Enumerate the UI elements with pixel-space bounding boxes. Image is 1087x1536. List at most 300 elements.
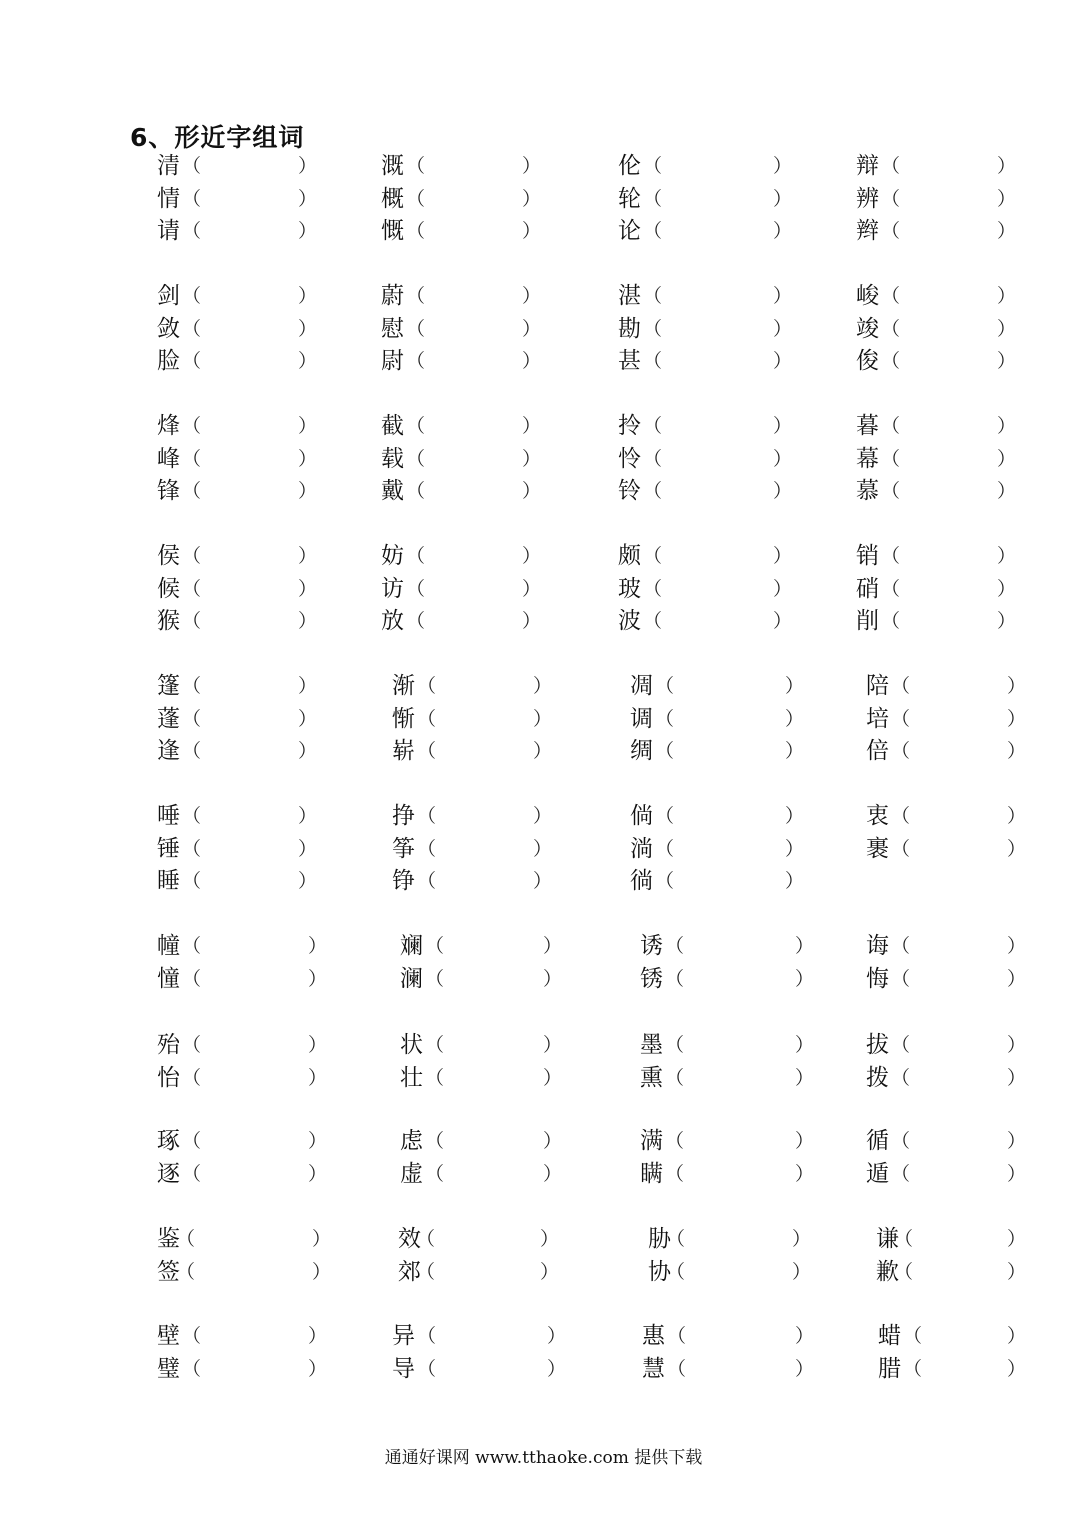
- open-paren: （: [665, 967, 685, 990]
- answer-blank[interactable]: [911, 833, 1015, 865]
- open-paren: （: [666, 1260, 686, 1283]
- answer-blank[interactable]: [202, 573, 306, 605]
- word-item: [157, 540, 326, 572]
- word-item: [400, 963, 571, 995]
- answer-blank[interactable]: [202, 833, 306, 865]
- close-paren: ）: [540, 1228, 560, 1250]
- open-paren: （: [881, 317, 901, 340]
- character: 蓬: [157, 705, 180, 732]
- answer-blank[interactable]: [901, 345, 1005, 377]
- character: 渐: [392, 673, 415, 699]
- character: 慰: [381, 315, 404, 342]
- open-paren: （: [182, 1034, 202, 1056]
- open-paren: （: [406, 610, 426, 632]
- word-item: [618, 443, 801, 475]
- word-item: [618, 215, 801, 247]
- answer-blank[interactable]: [675, 833, 793, 865]
- open-paren: （: [182, 610, 202, 632]
- open-paren: （: [182, 285, 202, 307]
- close-paren: ）: [997, 220, 1017, 242]
- answer-blank[interactable]: [426, 280, 530, 312]
- open-paren: （: [891, 1162, 911, 1185]
- close-paren: ）: [792, 1228, 812, 1250]
- answer-blank[interactable]: [663, 313, 781, 345]
- character: 衷: [866, 803, 889, 829]
- word-item: [157, 443, 326, 475]
- open-paren: （: [182, 740, 202, 762]
- word-item: [866, 735, 1035, 767]
- word-item: [157, 670, 326, 702]
- answer-blank[interactable]: [663, 280, 781, 312]
- open-paren: （: [655, 675, 675, 697]
- character: 概: [381, 185, 404, 212]
- open-paren: （: [182, 350, 202, 372]
- word-item: [381, 475, 550, 507]
- answer-blank[interactable]: [901, 215, 1005, 247]
- answer-blank[interactable]: [901, 443, 1005, 475]
- close-paren: ）: [522, 220, 542, 242]
- answer-blank[interactable]: [686, 1223, 800, 1255]
- character: 侯: [157, 543, 180, 569]
- answer-blank[interactable]: [687, 1353, 803, 1385]
- open-paren: （: [182, 187, 202, 210]
- word-item: [157, 1256, 340, 1288]
- answer-blank[interactable]: [426, 345, 530, 377]
- answer-blank[interactable]: [426, 443, 530, 475]
- character: 壮: [400, 1064, 423, 1091]
- close-paren: ）: [522, 545, 542, 567]
- answer-blank[interactable]: [685, 1062, 803, 1094]
- answer-blank[interactable]: [445, 1029, 551, 1061]
- character: 峰: [157, 445, 180, 472]
- open-paren: （: [417, 675, 437, 697]
- answer-blank[interactable]: [202, 735, 306, 767]
- close-paren: ）: [308, 1066, 328, 1089]
- word-item: [157, 930, 336, 962]
- close-paren: ）: [773, 317, 793, 340]
- word-item: [856, 215, 1025, 247]
- close-paren: ）: [785, 805, 805, 827]
- answer-blank[interactable]: [437, 1353, 555, 1385]
- answer-blank[interactable]: [685, 1158, 803, 1190]
- answer-blank[interactable]: [663, 475, 781, 507]
- answer-blank[interactable]: [426, 313, 530, 345]
- close-paren: ）: [773, 577, 793, 600]
- character: 郊: [398, 1258, 421, 1285]
- close-paren: ）: [1007, 805, 1027, 827]
- open-paren: （: [416, 1228, 436, 1250]
- close-paren: ）: [785, 675, 805, 697]
- answer-blank[interactable]: [436, 1223, 548, 1255]
- answer-blank[interactable]: [202, 1125, 316, 1157]
- open-paren: （: [665, 1162, 685, 1185]
- word-item: [630, 670, 813, 702]
- open-paren: （: [643, 610, 663, 632]
- answer-blank[interactable]: [675, 735, 793, 767]
- character: 辫: [856, 218, 879, 244]
- close-paren: ）: [1007, 1357, 1027, 1380]
- open-paren: （: [655, 740, 675, 762]
- word-item: [866, 963, 1035, 995]
- open-paren: （: [881, 220, 901, 242]
- character: 轮: [618, 185, 641, 212]
- character: 幢: [157, 933, 180, 959]
- answer-blank[interactable]: [426, 475, 530, 507]
- answer-blank[interactable]: [675, 800, 793, 832]
- answer-blank[interactable]: [202, 1353, 316, 1385]
- word-item: [157, 833, 326, 865]
- answer-blank[interactable]: [911, 735, 1015, 767]
- answer-blank[interactable]: [911, 1029, 1015, 1061]
- close-paren: ）: [795, 935, 815, 957]
- close-paren: ）: [785, 740, 805, 762]
- character: 慧: [642, 1355, 665, 1382]
- answer-blank[interactable]: [202, 1320, 316, 1352]
- answer-blank[interactable]: [911, 670, 1015, 702]
- answer-blank[interactable]: [663, 215, 781, 247]
- answer-blank[interactable]: [202, 1029, 316, 1061]
- word-item: [157, 313, 326, 345]
- answer-blank[interactable]: [437, 670, 541, 702]
- answer-blank[interactable]: [923, 1320, 1015, 1352]
- answer-blank[interactable]: [675, 865, 793, 897]
- open-paren: （: [417, 837, 437, 860]
- character: 幕: [856, 445, 879, 472]
- answer-blank[interactable]: [911, 1062, 1015, 1094]
- answer-blank[interactable]: [901, 410, 1005, 442]
- character: 筝: [392, 835, 415, 862]
- answer-blank[interactable]: [675, 703, 793, 735]
- word-item: [381, 443, 550, 475]
- character: 硝: [856, 575, 879, 602]
- answer-blank[interactable]: [426, 150, 530, 182]
- open-paren: （: [406, 317, 426, 340]
- character: 蔚: [381, 283, 404, 309]
- answer-blank[interactable]: [445, 1125, 551, 1157]
- answer-blank[interactable]: [911, 930, 1015, 962]
- close-paren: ）: [308, 935, 328, 957]
- character: 璧: [157, 1355, 180, 1382]
- word-item: [878, 1353, 1035, 1385]
- close-paren: ）: [533, 805, 553, 827]
- answer-blank[interactable]: [685, 963, 803, 995]
- character: 清: [157, 153, 180, 179]
- close-paren: ）: [997, 317, 1017, 340]
- character: 惠: [642, 1323, 665, 1349]
- answer-blank[interactable]: [663, 573, 781, 605]
- answer-blank[interactable]: [445, 930, 551, 962]
- close-paren: ）: [312, 1228, 332, 1250]
- open-paren: （: [665, 1034, 685, 1056]
- open-paren: （: [417, 707, 437, 730]
- open-paren: （: [182, 870, 202, 892]
- close-paren: ）: [522, 350, 542, 372]
- character: 拔: [866, 1032, 889, 1058]
- close-paren: ）: [298, 155, 318, 177]
- answer-blank[interactable]: [437, 1320, 555, 1352]
- open-paren: （: [881, 545, 901, 567]
- close-paren: ）: [785, 837, 805, 860]
- answer-blank[interactable]: [445, 1158, 551, 1190]
- answer-blank[interactable]: [911, 1158, 1015, 1190]
- word-item: [618, 475, 801, 507]
- page-title: 6、形近字组词: [130, 123, 305, 152]
- answer-blank[interactable]: [911, 1125, 1015, 1157]
- character: 湛: [618, 283, 641, 309]
- answer-blank[interactable]: [202, 670, 306, 702]
- character: 状: [400, 1032, 423, 1058]
- character: 诲: [866, 933, 889, 959]
- answer-blank[interactable]: [911, 703, 1015, 735]
- character: 放: [381, 608, 404, 634]
- word-item: [618, 150, 801, 182]
- character: 裹: [866, 835, 889, 862]
- word-item: [856, 150, 1025, 182]
- open-paren: （: [643, 187, 663, 210]
- word-item: [630, 833, 813, 865]
- character: 脸: [157, 348, 180, 374]
- word-item: [157, 280, 326, 312]
- answer-blank[interactable]: [437, 703, 541, 735]
- close-paren: ）: [997, 610, 1017, 632]
- open-paren: （: [406, 285, 426, 307]
- close-paren: ）: [533, 870, 553, 892]
- word-item: [640, 930, 823, 962]
- answer-blank[interactable]: [202, 605, 306, 637]
- word-item: [866, 1158, 1035, 1190]
- answer-blank[interactable]: [445, 963, 551, 995]
- answer-blank[interactable]: [663, 345, 781, 377]
- close-paren: ）: [298, 447, 318, 470]
- answer-blank[interactable]: [686, 1256, 800, 1288]
- close-paren: ）: [792, 1260, 812, 1283]
- word-item: [618, 280, 801, 312]
- answer-blank[interactable]: [901, 280, 1005, 312]
- answer-blank[interactable]: [202, 865, 306, 897]
- answer-blank[interactable]: [663, 410, 781, 442]
- open-paren: （: [665, 1130, 685, 1152]
- character: 惭: [392, 705, 415, 732]
- word-item: [630, 703, 813, 735]
- answer-blank[interactable]: [202, 963, 316, 995]
- answer-blank[interactable]: [445, 1062, 551, 1094]
- answer-blank[interactable]: [437, 833, 541, 865]
- answer-blank[interactable]: [436, 1256, 548, 1288]
- answer-blank[interactable]: [901, 540, 1005, 572]
- answer-blank[interactable]: [426, 540, 530, 572]
- character: 签: [157, 1258, 180, 1285]
- word-item: [640, 1062, 823, 1094]
- open-paren: （: [643, 220, 663, 242]
- close-paren: ）: [997, 350, 1017, 372]
- character: 辩: [856, 153, 879, 179]
- character: 瞒: [640, 1160, 663, 1187]
- word-item: [856, 540, 1025, 572]
- answer-blank[interactable]: [437, 865, 541, 897]
- character: 壁: [157, 1323, 180, 1349]
- answer-blank[interactable]: [202, 183, 306, 215]
- answer-blank[interactable]: [202, 345, 306, 377]
- word-item: [866, 670, 1035, 702]
- answer-blank[interactable]: [426, 410, 530, 442]
- answer-blank[interactable]: [437, 735, 541, 767]
- answer-blank[interactable]: [685, 1125, 803, 1157]
- character: 挣: [392, 803, 415, 829]
- open-paren: （: [176, 1228, 196, 1250]
- answer-blank[interactable]: [901, 573, 1005, 605]
- open-paren: （: [655, 837, 675, 860]
- answer-blank[interactable]: [685, 1029, 803, 1061]
- answer-blank[interactable]: [901, 605, 1005, 637]
- word-item: [866, 930, 1035, 962]
- close-paren: ）: [997, 187, 1017, 210]
- answer-blank[interactable]: [675, 670, 793, 702]
- word-item: [157, 703, 326, 735]
- word-item: [392, 833, 561, 865]
- answer-blank[interactable]: [687, 1320, 803, 1352]
- answer-blank[interactable]: [202, 930, 316, 962]
- answer-blank[interactable]: [901, 313, 1005, 345]
- answer-blank[interactable]: [426, 573, 530, 605]
- answer-blank[interactable]: [202, 540, 306, 572]
- character: 拨: [866, 1064, 889, 1091]
- answer-blank[interactable]: [663, 605, 781, 637]
- word-item: [157, 183, 326, 215]
- open-paren: （: [891, 805, 911, 827]
- close-paren: ）: [308, 1034, 328, 1056]
- close-paren: ）: [533, 740, 553, 762]
- character: 逢: [157, 738, 180, 764]
- word-item: [856, 410, 1025, 442]
- answer-blank[interactable]: [663, 183, 781, 215]
- answer-blank[interactable]: [202, 313, 306, 345]
- answer-blank[interactable]: [426, 605, 530, 637]
- answer-blank[interactable]: [901, 475, 1005, 507]
- character: 怡: [157, 1064, 180, 1091]
- answer-blank[interactable]: [202, 1062, 316, 1094]
- character: 琢: [157, 1128, 180, 1154]
- open-paren: （: [425, 1034, 445, 1056]
- word-item: [157, 573, 326, 605]
- character: 伦: [618, 153, 641, 179]
- answer-blank[interactable]: [202, 703, 306, 735]
- character: 甚: [618, 348, 641, 374]
- answer-blank[interactable]: [911, 963, 1015, 995]
- answer-blank[interactable]: [437, 800, 541, 832]
- answer-blank[interactable]: [202, 410, 306, 442]
- close-paren: ）: [795, 967, 815, 990]
- word-item: [640, 1125, 823, 1157]
- answer-blank[interactable]: [202, 443, 306, 475]
- word-item: [157, 345, 326, 377]
- open-paren: （: [417, 740, 437, 762]
- word-item: [630, 735, 813, 767]
- answer-blank[interactable]: [923, 1353, 1015, 1385]
- answer-blank[interactable]: [914, 1223, 1015, 1255]
- close-paren: ）: [543, 1162, 563, 1185]
- open-paren: （: [891, 740, 911, 762]
- answer-blank[interactable]: [202, 475, 306, 507]
- close-paren: ）: [533, 675, 553, 697]
- word-item: [866, 1125, 1035, 1157]
- word-item: [157, 475, 326, 507]
- word-item: [157, 800, 326, 832]
- open-paren: （: [655, 805, 675, 827]
- word-item: [157, 410, 326, 442]
- open-paren: （: [643, 317, 663, 340]
- character: 倍: [866, 738, 889, 764]
- answer-blank[interactable]: [663, 540, 781, 572]
- word-item: [866, 800, 1035, 832]
- word-item: [392, 1320, 575, 1352]
- character: 歉: [876, 1258, 899, 1285]
- close-paren: ）: [298, 837, 318, 860]
- answer-blank[interactable]: [426, 215, 530, 247]
- close-paren: ）: [997, 447, 1017, 470]
- close-paren: ）: [298, 187, 318, 210]
- answer-blank[interactable]: [663, 443, 781, 475]
- footer-credit: 通通好课网 www.tthaoke.com 提供下载: [384, 1448, 703, 1468]
- open-paren: （: [643, 447, 663, 470]
- close-paren: ）: [308, 1357, 328, 1380]
- word-item: [618, 605, 801, 637]
- character: 剑: [157, 283, 180, 309]
- open-paren: （: [182, 415, 202, 437]
- answer-blank[interactable]: [202, 280, 306, 312]
- open-paren: （: [891, 675, 911, 697]
- word-item: [640, 1029, 823, 1061]
- answer-blank[interactable]: [202, 1158, 316, 1190]
- close-paren: ）: [773, 447, 793, 470]
- answer-blank[interactable]: [202, 215, 306, 247]
- close-paren: ）: [795, 1357, 815, 1380]
- open-paren: （: [665, 935, 685, 957]
- answer-blank[interactable]: [901, 150, 1005, 182]
- word-item: [157, 1223, 340, 1255]
- close-paren: ）: [522, 577, 542, 600]
- answer-blank[interactable]: [196, 1256, 320, 1288]
- close-paren: ）: [1007, 1066, 1027, 1089]
- open-paren: （: [425, 1162, 445, 1185]
- close-paren: ）: [795, 1034, 815, 1056]
- word-item: [398, 1223, 568, 1255]
- open-paren: （: [881, 415, 901, 437]
- close-paren: ）: [795, 1066, 815, 1089]
- answer-blank[interactable]: [914, 1256, 1015, 1288]
- answer-blank[interactable]: [911, 800, 1015, 832]
- open-paren: （: [182, 1357, 202, 1380]
- answer-blank[interactable]: [196, 1223, 320, 1255]
- answer-blank[interactable]: [663, 150, 781, 182]
- character: 尉: [381, 348, 404, 374]
- answer-blank[interactable]: [901, 183, 1005, 215]
- answer-blank[interactable]: [685, 930, 803, 962]
- character: 情: [157, 185, 180, 212]
- open-paren: （: [655, 870, 675, 892]
- open-paren: （: [881, 285, 901, 307]
- answer-blank[interactable]: [202, 800, 306, 832]
- character: 溉: [381, 153, 404, 179]
- character: 锤: [157, 835, 180, 862]
- answer-blank[interactable]: [426, 183, 530, 215]
- character: 铃: [618, 478, 641, 504]
- open-paren: （: [417, 870, 437, 892]
- close-paren: ）: [543, 967, 563, 990]
- word-item: [642, 1320, 823, 1352]
- close-paren: ）: [298, 285, 318, 307]
- character: 效: [398, 1226, 421, 1252]
- answer-blank[interactable]: [202, 150, 306, 182]
